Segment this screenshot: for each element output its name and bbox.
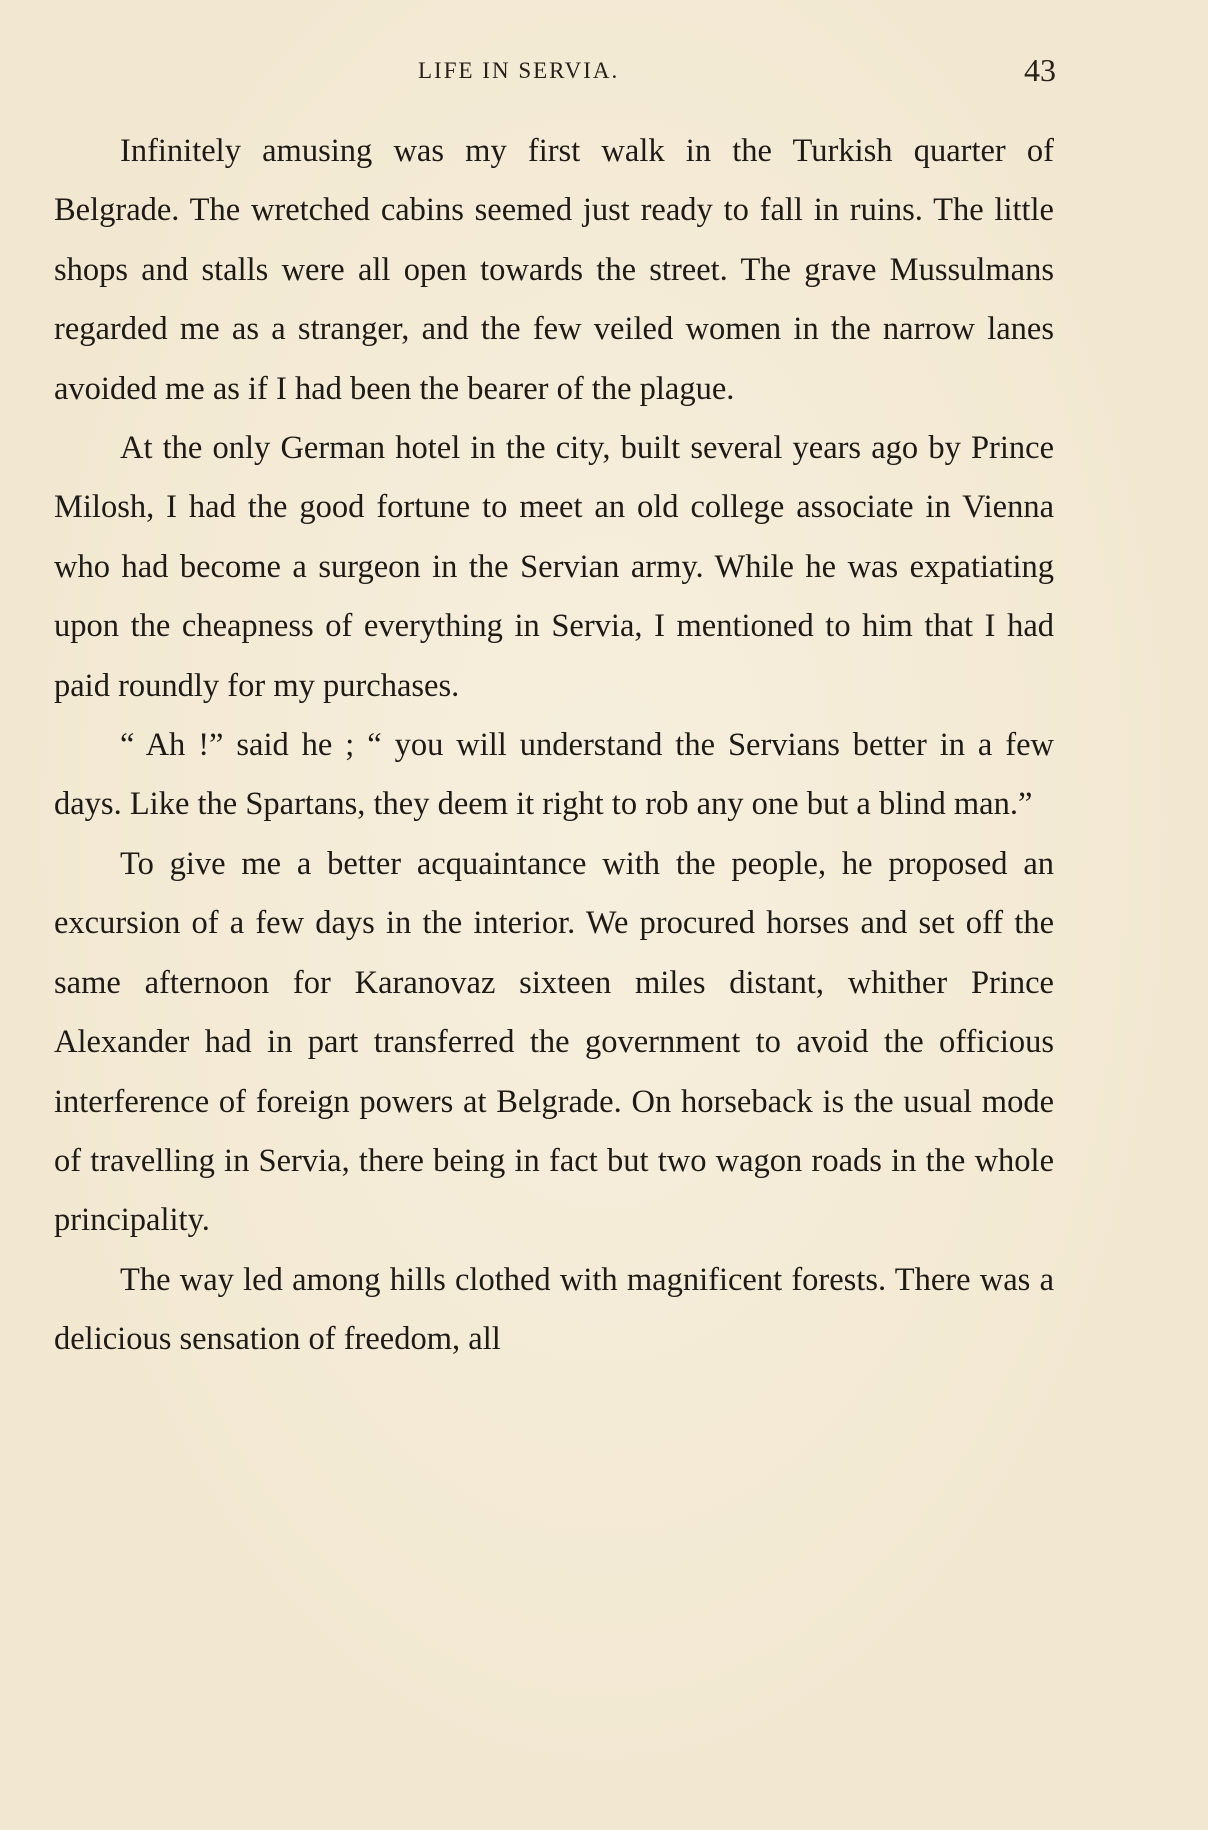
page-header bbox=[0, 52, 1208, 92]
paragraph-3: “ Ah !” said he ; “ you will understand the Servians better in a few days. Like the Spartans, they deem it right to rob any one but a blind man.” bbox=[54, 727, 1054, 823]
paragraph-1: Infinitely amusing was my first walk in the Turkish quarter of Belgrade. The wretched cabins seemed just ready to fall in ruins. The little shops and stalls were all open towards the street. The grave Mussulmans regarded me as a stranger, and the few veiled women in the narrow lanes avoided me as if I had been the bearer of the plague. bbox=[54, 133, 1054, 407]
running-head: LIFE IN SERVIA. bbox=[418, 58, 620, 83]
page-body bbox=[54, 122, 1054, 1370]
page-number: 43 bbox=[1024, 52, 1056, 88]
paragraph-5: The way led among hills clothed with magnificent forests. There was a delicious sensation of freedom, all bbox=[54, 1261, 1054, 1358]
paragraph-4: To give me a better acquaintance with the people, he proposed an excursion of a few days in the interior. We procured horses and set off the same afternoon for Karanovaz sixteen miles distant, whither Prince Alexander had in part transferred the government to avoid the officious interference of foreign powers at Belgrade. On horseback is the usual mode of travelling in Servia, there being in fact but two wagon roads in the whole principality. bbox=[54, 845, 1054, 1239]
paragraph-2: At the only German hotel in the city, built several years ago by Prince Milosh, I had the good fortune to meet an old college associate in Vienna who had become a surgeon in the Servian army. While he was expatiating upon the cheapness of everything in Servia, I mentioned to him that I had paid roundly for my purchases. bbox=[54, 430, 1054, 704]
